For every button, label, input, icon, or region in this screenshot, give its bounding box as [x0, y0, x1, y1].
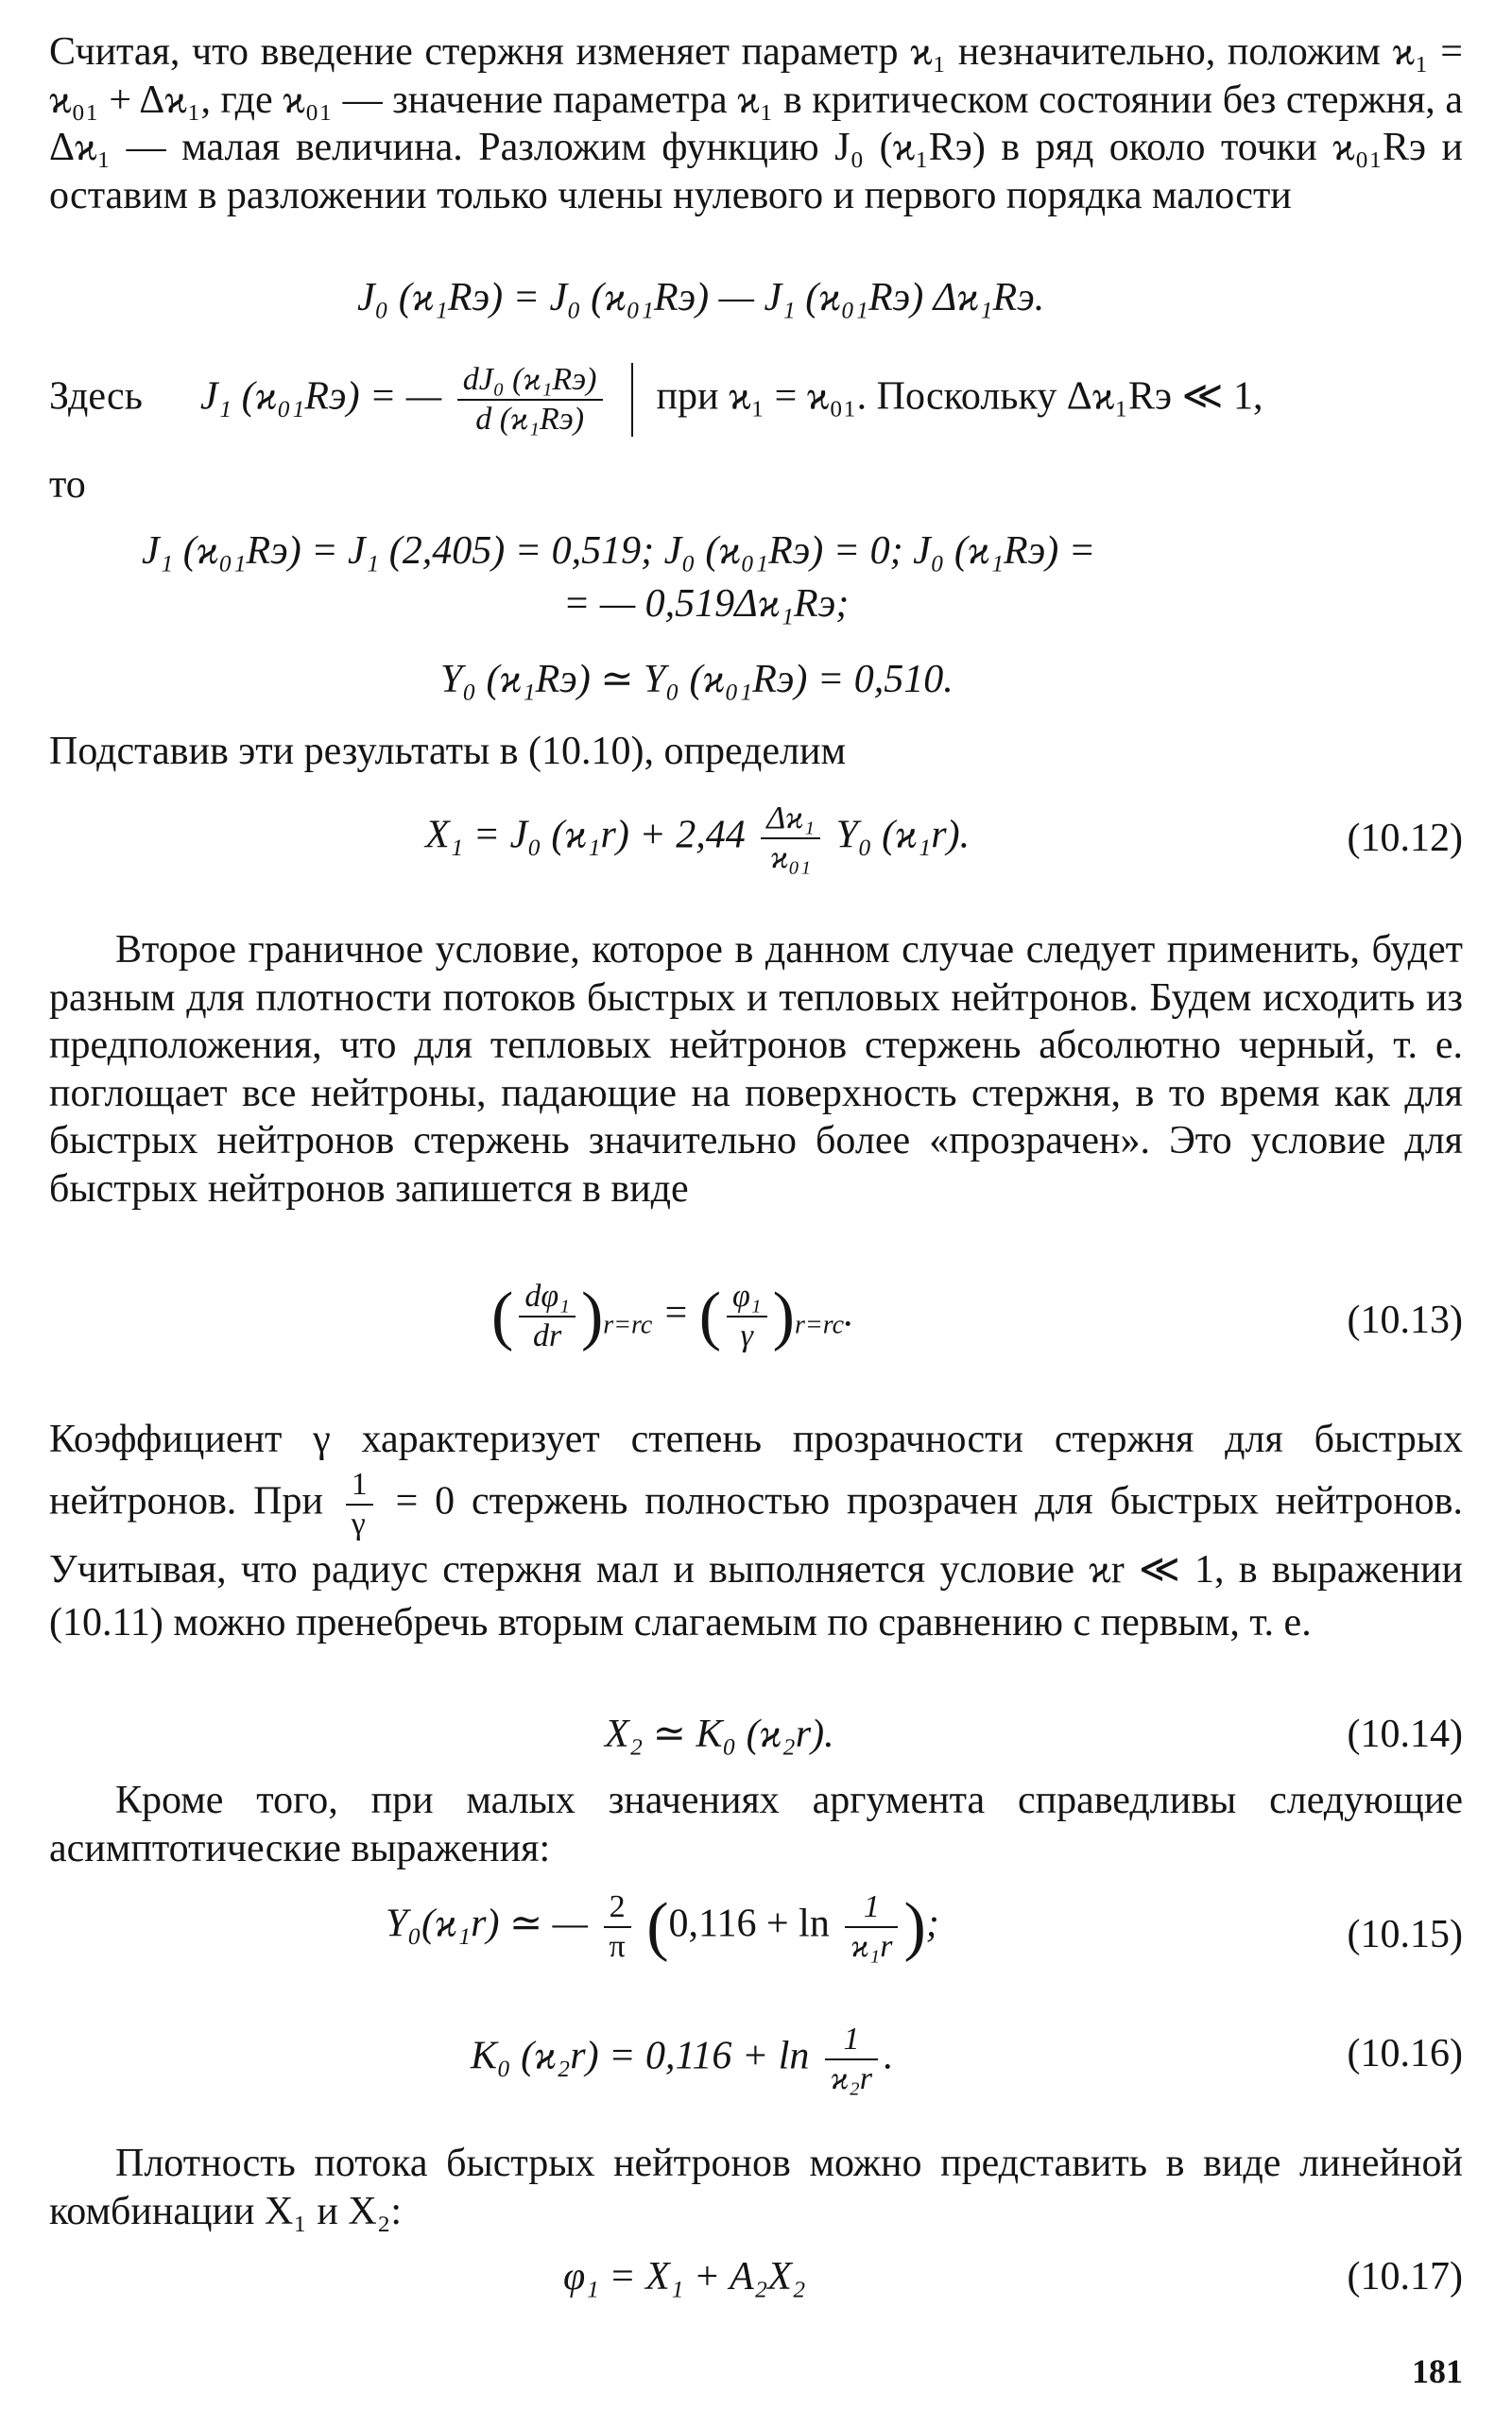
equation-values-line1: J₁ (ϰ₀₁Rэ) = J₁ (2,405) = 0,519; J₀ (ϰ₀₁Rэ) = 0; J₀ (ϰ₁Rэ) =	[142, 529, 1096, 573]
eq1013-den1: dr	[533, 1318, 562, 1353]
inline-frac-rhs: = 0	[395, 1479, 455, 1524]
eq1016-den: ϰ₂r	[830, 2061, 873, 2096]
inline-frac-den: γ	[351, 1507, 366, 1541]
eq1016-end: .	[884, 2034, 894, 2078]
paren-close-1: )	[580, 1280, 604, 1352]
eq1016-lhs: K₀ (ϰ₂r) = 0,116 + ln	[471, 2034, 810, 2078]
paragraph-linear-combination: Плотность потока быстрых нейтронов можно представить в виде линейной комбинации X₁ и X₂:	[49, 2142, 1463, 2233]
eq1015-fraction2	[845, 1888, 898, 1966]
j1-def-lhs: J₁ (ϰ₀₁Rэ) = —	[199, 374, 442, 419]
eq1016-num: 1	[825, 2021, 878, 2060]
text-to: то	[49, 463, 86, 507]
evaluation-bar	[631, 363, 633, 437]
eq1012-lhs: X₁ = J₀ (ϰ₁r) + 2,44	[425, 813, 746, 857]
eq1013-sub1: r=rc	[603, 1310, 653, 1340]
equation-number-10-14: (10.14)	[1347, 1713, 1463, 1756]
paren-open-1: (	[491, 1280, 514, 1352]
paragraph-boundary-condition: Второе граничное условие, которое в данном случае следует применить, будет разным для плотности потоков быстрых и тепловых нейтронов. Будем исходить из предположения, что для тепловых нейтронов стержень абсолютно черный, т. е. поглощает все нейтроны, падающие на поверхность стержня, в то время как для быстрых нейтронов стержень значительно более «прозрачен». Это условие для быстрых нейтронов запишется в виде	[49, 928, 1463, 1211]
eq1012-num: Δϰ₁	[761, 800, 820, 839]
eq1013-fraction2	[727, 1278, 767, 1355]
equation-number-10-16: (10.16)	[1347, 2032, 1463, 2075]
eq1013-equals: =	[662, 1291, 690, 1335]
fraction-dj0	[457, 361, 603, 439]
fraction-dj0-num: dJ₀ (ϰ₁Rэ)	[457, 361, 603, 401]
equation-10-13	[491, 1278, 854, 1355]
paragraph-intro: Считая, что введение стержня изменяет параметр ϰ₁ незначительно, положим ϰ₁ = ϰ₀₁ + Δϰ₁, где ϰ₀₁ — значение параметра ϰ₁ в критическом состоянии без стержня, а Δϰ₁ — малая величина. Разложим функцию J₀ (ϰ₁Rэ) в ряд около точки ϰ₀₁Rэ и оставим в разложении только члены нулевого и первого порядка малости	[49, 30, 1463, 217]
inline-frac-num: 1	[346, 1466, 373, 1506]
paragraph-asymptotic: Кроме того, при малых значениях аргумента справедливы следующие асимптотические выражения:	[49, 1779, 1463, 1870]
gamma-text-a: Коэффициент γ характеризует степень прозрачности стержня для быстрых нейтронов. При	[49, 1418, 1463, 1524]
eq1015-paren-open: (	[646, 1890, 669, 1963]
eq1015-paren-close: )	[903, 1890, 926, 1963]
inline-fraction-1-gamma	[346, 1466, 373, 1543]
eq1013-sub2: r=rc	[794, 1310, 845, 1340]
equation-10-14: X₂ ≃ K₀ (ϰ₂r).	[605, 1713, 834, 1756]
eq1012-rhs: Y₀ (ϰ₁r).	[835, 813, 971, 857]
equation-number-10-17: (10.17)	[1347, 2255, 1463, 2299]
eq1013-den2: γ	[740, 1318, 754, 1353]
eq1015-num: 2	[604, 1888, 631, 1928]
equation-10-12	[425, 800, 970, 877]
eq1012-den: ϰ₀₁	[770, 840, 812, 875]
equation-expansion: J₀ (ϰ₁Rэ) = J₀ (ϰ₀₁Rэ) — J₁ (ϰ₀₁Rэ) Δϰ₁Rэ.	[357, 276, 1045, 319]
equation-number-10-13: (10.13)	[1347, 1299, 1463, 1342]
equation-10-17: φ₁ = X₁ + A₂X₂	[563, 2255, 806, 2299]
eq1015-end: ;	[925, 1902, 939, 1946]
equation-values-line3: Y₀ (ϰ₁Rэ) ≃ Y₀ (ϰ₀₁Rэ) = 0,510.	[440, 658, 954, 701]
paren-open-2: (	[698, 1280, 721, 1352]
gamma-text-b: стержень полностью прозрачен для быстрых нейтронов. Учитывая, что радиус стержня мал и выполняется условие ϰr ≪ 1, в выражении (10.11) можно пренебречь вторым слагаемым по сравнению с первым, т. е.	[49, 1479, 1464, 1645]
paragraph-substitute: Подставив эти результаты в (10.10), определим	[49, 730, 847, 773]
text-zdes: Здесь	[49, 374, 143, 419]
eq1015-fraction1	[604, 1888, 631, 1966]
text-pri: при ϰ₁ = ϰ₀₁. Поскольку Δϰ₁Rэ ≪ 1,	[656, 374, 1263, 419]
page-number: 181	[1412, 2352, 1463, 2390]
eq1016-fraction	[825, 2021, 878, 2098]
equation-10-15	[386, 1888, 939, 1966]
equation-10-16	[471, 2021, 894, 2098]
eq1013-end: .	[844, 1291, 854, 1335]
equation-number-10-12: (10.12)	[1347, 817, 1463, 860]
eq1012-fraction	[761, 800, 820, 877]
equation-j1-definition	[49, 361, 1263, 439]
eq1013-fraction1	[519, 1278, 576, 1355]
eq1015-lhs: Y₀(ϰ₁r) ≃ —	[386, 1902, 589, 1946]
eq1015-den: π	[609, 1929, 626, 1964]
equation-values-line2: = — 0,519Δϰ₁Rэ;	[563, 582, 850, 626]
equation-number-10-15: (10.15)	[1347, 1913, 1463, 1956]
eq1015-mid: 0,116 + ln	[668, 1902, 830, 1946]
paragraph-gamma	[49, 1413, 1463, 1649]
eq1013-num1: dφ₁	[519, 1278, 576, 1317]
eq1013-num2: φ₁	[727, 1278, 767, 1317]
eq1015-num2: 1	[845, 1888, 898, 1928]
eq1015-den2: ϰ₁r	[850, 1929, 893, 1964]
fraction-dj0-den: d (ϰ₁Rэ)	[475, 402, 585, 437]
paren-close-2: )	[772, 1280, 795, 1352]
